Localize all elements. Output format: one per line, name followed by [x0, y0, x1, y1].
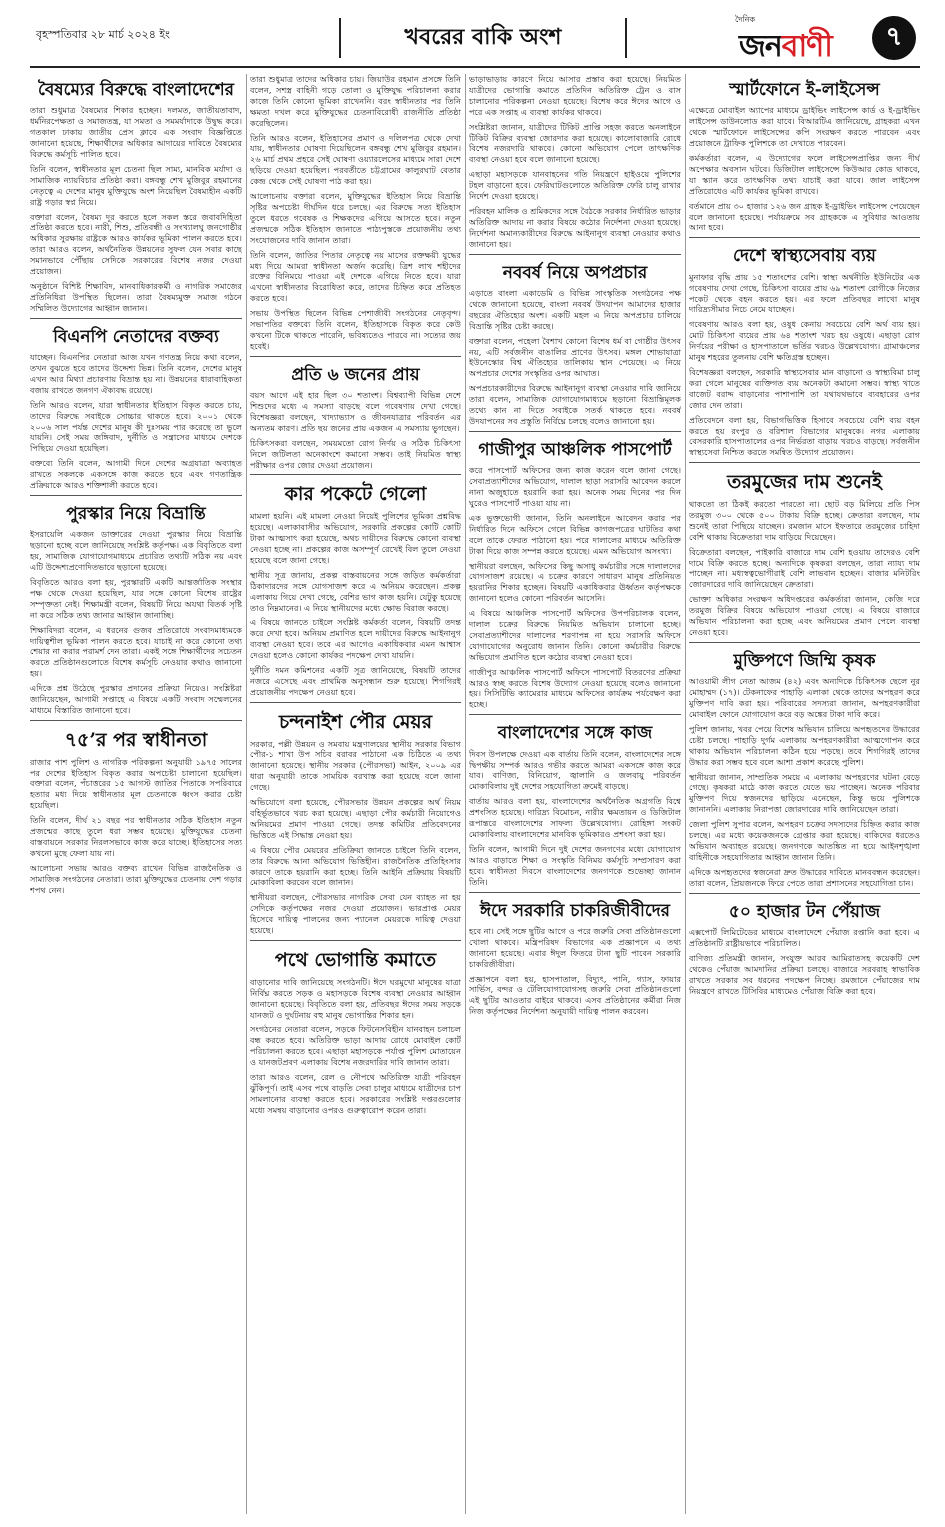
- logo-word-part2: বাণী: [781, 29, 832, 64]
- article-paragraph: অভিযোগে বলা হয়েছে, পৌরসভার উন্নয়ন প্রকল্পের অর্থ নিয়ম বহির্ভূতভাবে খরচ করা হয়েছে। এছাড়া পৌর কর্মচারী নিয়োগেও অনিয়মের প্রমাণ পাওয়া গেছে। তদন্ত কমিটির প্রতিবেদনের ভিত্তিতে এই সিদ্ধান্ত নেওয়া হয়।: [250, 797, 461, 840]
- article: [689, 893, 920, 997]
- article: [469, 74, 681, 250]
- section-title: খবরের বাকি অংশ: [339, 18, 627, 58]
- article-headline: বিএনপি নেতাদের বক্তব্য: [53, 326, 219, 347]
- article-paragraph: এক্ষেত্রে মোবাইল অ্যাপের মাধ্যমে ড্রাইভিং লাইসেন্স কার্ড ও ই-ড্রাইভিং লাইসেন্স ডাউনলোড করা যাবে। বিআরটিএ জানিয়েছে, গ্রাহকরা এখন থেকে স্মার্টফোনে লাইসেন্সের কপি সংরক্ষণ করতে পারবেন এবং প্রয়োজনে ট্রাফিক পুলিশকে তা দেখাতে পারবেন।: [689, 105, 920, 149]
- article-paragraph: তারা আরও বলেন, রেল ও নৌপথে অতিরিক্ত যাত্রী পরিবহন ঝুঁকিপূর্ণ। তাই এসব পথে বাড়তি সেবা চালুর মাধ্যমে যাত্রীদের চাপ সামলানোর ব্যবস্থা করতে হবে। সরকারের সংশ্লিষ্ট দপ্তরগুলোর মধ্যে সমন্বয় বাড়ানোর ওপরও গুরুত্বারোপ করেন তারা।: [250, 1072, 461, 1115]
- article-paragraph: এক ভুক্তভোগী জানান, তিনি অনলাইনে আবেদন করার পর নির্ধারিত দিনে অফিসে গেলে বিভিন্ন কাগজপত্রের ঘাটতির কথা বলে তাকে ফেরত পাঠানো হয়। পরে দালালের মাধ্যমে অতিরিক্ত টাকা দিয়ে কাজ সম্পন্ন করতে হয়েছে। এমন অভিযোগ অসংখ্য।: [469, 512, 681, 556]
- article-headline: তরমুজের দাম শুনেই: [727, 471, 882, 494]
- article-paragraph: তারা শুধুমাত্র তাদের অধিকার চায়। জিয়াউর রহমান প্রসঙ্গে তিনি বলেন, সশস্ত্র বাহিনী গড়ে তোলা ও মুক্তিযুদ্ধ পরিচালনা করার কাজে তিনি কোনো ভূমিকা রাখেননি। বরং স্বাধীনতার পর তিনি ক্ষমতা দখল করে মুক্তিযুদ্ধের চেতনাবিরোধী রাজনীতি প্রতিষ্ঠা করেছিলেন।: [250, 74, 461, 128]
- article-headline: বৈষম্যের বিরুদ্ধে বাংলাদেশের: [37, 80, 235, 100]
- article-separator: [250, 356, 461, 357]
- masthead: [0, 0, 945, 70]
- article-paragraph: বিক্রেতারা বলছেন, পাইকারি বাজারে দাম বেশি হওয়ায় তাদেরও বেশি দামে বিক্রি করতে হচ্ছে। অন্যদিকে কৃষকরা বলছেন, তারা ন্যায্য দাম পাচ্ছেন না। মধ্যস্বত্বভোগীরাই বেশি লাভবান হচ্ছেন। বাজার মনিটরিং জোরদারের দাবি জানিয়েছেন ক্রেতারা।: [689, 546, 920, 590]
- article-paragraph: দিবস উপলক্ষে দেওয়া এক বার্তায় তিনি বলেন, বাংলাদেশের সঙ্গে দ্বিপক্ষীয় সম্পর্ক আরও গভীর করতে আমরা একসঙ্গে কাজ করে যাব। বাণিজ্য, বিনিয়োগ, জ্বালানি ও জলবায়ু পরিবর্তন মোকাবিলায় দুই দেশের সহযোগিতা ক্রমেই বাড়ছে।: [469, 748, 681, 792]
- article: [250, 74, 461, 352]
- article-headline: কার পকেটে গেলো: [284, 483, 427, 506]
- article-paragraph: আলোচনায় বক্তারা বলেন, মুক্তিযুদ্ধের ইতিহাস নিয়ে বিভ্রান্তি সৃষ্টির অপচেষ্টা দীর্ঘদিন ধরে চলছে। এর বিরুদ্ধে সত্য ইতিহাস তুলে ধরতে গবেষক ও শিক্ষকদের এগিয়ে আসতে হবে। নতুন প্রজন্মকে সঠিক ইতিহাস জানাতে পাঠ্যপুস্তকে প্রয়োজনীয় তথ্য সংযোজনের দাবি জানান তারা।: [250, 191, 461, 245]
- article-paragraph: আলোচনা সভায় আরও বক্তব্য রাখেন বিভিন্ন রাজনৈতিক ও সামাজিক সংগঠনের নেতারা। তারা মুক্তিযুদ্ধের চেতনায় দেশ গড়ার শপথ নেন।: [30, 862, 242, 895]
- article-headline: ৫০ হাজার টন পেঁয়াজ: [728, 901, 881, 922]
- article: [250, 702, 461, 936]
- article-headline: ৭৫’র পর স্বাধীনতা: [64, 728, 208, 751]
- logo-word-part1: জন: [739, 29, 782, 64]
- article: [689, 642, 920, 889]
- article: [250, 940, 461, 1116]
- article: [30, 495, 242, 716]
- article-paragraph: এদিকে অপহৃতদের স্বজনেরা দ্রুত উদ্ধারের দাবিতে মানববন্ধন করেছেন। তারা বলেন, প্রিয়জনকে ফিরে পেতে তারা প্রশাসনের সহযোগিতা চান।: [689, 866, 920, 888]
- article-paragraph: দুর্নীতি দমন কমিশনের একটি সূত্র জানিয়েছে, বিষয়টি তাদের নজরে এসেছে এবং প্রাথমিক অনুসন্ধান শুরু হয়েছে। শিগগিরই প্রয়োজনীয় পদক্ষেপ নেওয়া হবে।: [250, 665, 461, 697]
- article-paragraph: রাজার পাশ পুলিশ ও নাগরিক পরিকল্পনা অনুযায়ী ১৯৭৫ সালের পর দেশের ইতিহাস বিকৃত করার অপচেষ্টা চালানো হয়েছিল। বক্তারা বলেন, পঁচাত্তরের ১৫ আগস্ট জাতির পিতাকে সপরিবারে হত্যার মধ্য দিয়ে স্বাধীনতার মূল চেতনাকে ধ্বংস করার চেষ্টা হয়েছিল।: [30, 756, 242, 811]
- column-3: [469, 74, 681, 1514]
- article-separator: [250, 474, 461, 475]
- article-paragraph: তারা শুধুমাত্র বৈষম্যের শিকার হচ্ছেন। দলমত, জাতীয়তাবাদ, ধর্মনিরপেক্ষতা ও সমাজতন্ত্র, যা সমতা ও সমমর্যাদাকে উদ্বুদ্ধ করে। গতকাল ঢাকায় জাতীয় প্রেস ক্লাবে এক সংবাদ বিজ্ঞপ্তিতে জানানো হয়েছে, শিক্ষার্থীদের অধিকার আদায়ের দাবিতে বৈষম্যের বিরুদ্ধে কর্মসূচি পালিত হবে।: [30, 105, 242, 160]
- article-separator: [689, 237, 920, 238]
- article-paragraph: করে পাসপোর্ট অফিসের জন্য কাজ করেন বলে জানা গেছে। সেবাপ্রত্যাশীদের অভিযোগ, দালাল ছাড়া সরাসরি আবেদন করলে নানা অজুহাতে হয়রানি করা হয়। অনেক সময় দিনের পর দিন ঘুরেও পাসপোর্ট পাওয়া যায় না।: [469, 465, 681, 508]
- article-paragraph: স্থানীয়রা বলছেন, অফিসের কিছু অসাধু কর্মচারীর সঙ্গে দালালদের যোগসাজশ রয়েছে। এ চক্রের কারণে সাধারণ মানুষ প্রতিনিয়ত হয়রানির শিকার হচ্ছেন। বিষয়টি একাধিকবার ঊর্ধ্বতন কর্তৃপক্ষকে জানানো হলেও কোনো পরিবর্তন আসেনি।: [469, 560, 681, 604]
- newspaper-logo: [735, 12, 885, 62]
- article-paragraph: সংগঠনের নেতারা বলেন, সড়কে ফিটনেসবিহীন যানবাহন চলাচল বন্ধ করতে হবে। অতিরিক্ত ভাড়া আদায় রোধে মোবাইল কোর্ট পরিচালনা করতে হবে। এছাড়া মহাসড়কে পর্যাপ্ত পুলিশ মোতায়েন ও যানজটপ্রবণ এলাকায় বিশেষ নজরদারির দাবি জানান তারা।: [250, 1024, 461, 1068]
- page-number-badge: ৭: [872, 16, 916, 60]
- article-headline: গাজীপুর আঞ্চলিক পাসপোর্ট: [478, 439, 672, 460]
- article: [30, 318, 242, 491]
- article: [689, 237, 920, 458]
- article-headline: পথে ভোগান্তি কমাতে: [274, 948, 437, 971]
- article: [689, 462, 920, 638]
- article-paragraph: বক্তব্যে তিনি বলেন, আগামী দিনে দেশের অগ্রযাত্রা অব্যাহত রাখতে সকলকে একসঙ্গে কাজ করতে হবে এবং গণতান্ত্রিক প্রক্রিয়াকে আরও শক্তিশালী করতে হবে।: [30, 458, 242, 491]
- article: [689, 74, 920, 233]
- article-paragraph: সভায় উপস্থিত ছিলেন বিভিন্ন পেশাজীবী সংগঠনের নেতৃবৃন্দ। সভাপতির বক্তব্যে তিনি বলেন, ইতিহাসকে বিকৃত করে কেউ কখনো টিকে থাকতে পারেনি, ভবিষ্যতেও পারবে না। সত্যের জয় হবেই।: [250, 308, 461, 351]
- article-paragraph: থাকতো তা ঠিকই করতো পারতো না। ছোট বড় মিলিয়ে প্রতি পিস তরমুজ ৩০০ থেকে ৫০০ টাকায় বিক্রি হচ্ছে। ক্রেতারা বলছেন, দাম শুনেই তারা পিছিয়ে যাচ্ছেন। রমজান মাসে ইফতারে তরমুজের চাহিদা বেশি থাকায় বিক্রেতারা দাম বাড়িয়ে দিয়েছেন।: [689, 499, 920, 542]
- article-paragraph: এড়াতে বাংলা একাডেমি ও বিভিন্ন সাংস্কৃতিক সংগঠনের পক্ষ থেকে জানানো হয়েছে, বাংলা নববর্ষ উদযাপন আমাদের হাজার বছরের ঐতিহ্যের অংশ। একটি মহল এ নিয়ে অপপ্রচার চালিয়ে বিভ্রান্তি সৃষ্টির চেষ্টা করছে।: [469, 287, 681, 331]
- column-2: [250, 74, 461, 1514]
- article-paragraph: এ বিষয়ে পৌর মেয়রের প্রতিক্রিয়া জানতে চাইলে তিনি বলেন, তার বিরুদ্ধে আনা অভিযোগ ভিত্তিহীন। রাজনৈতিক প্রতিহিংসার কারণে তাকে হয়রানি করা হচ্ছে। তিনি আইনি প্রক্রিয়ায় বিষয়টি মোকাবিলা করবেন বলে জানান।: [250, 844, 461, 888]
- article-paragraph: বিশেষজ্ঞরা বলছেন, সরকারি স্বাস্থ্যসেবার মান বাড়ানো ও স্বাস্থ্যবিমা চালু করা গেলে মানুষের ব্যক্তিগত ব্যয় অনেকটা কমানো সম্ভব। স্বাস্থ্য খাতে বাজেট বরাদ্দ বাড়ানোর পাশাপাশি তা যথাযথভাবে ব্যবহারের ওপর জোর দেন তারা।: [689, 367, 920, 410]
- article-paragraph: এ বিষয়ে আঞ্চলিক পাসপোর্ট অফিসের উপপরিচালক বলেন, দালাল চক্রের বিরুদ্ধে নিয়মিত অভিযান চালানো হচ্ছে। সেবাপ্রত্যাশীদের দালালের শরণাপন্ন না হয়ে সরাসরি অফিসে যোগাযোগের অনুরোধ জানান তিনি। কোনো কর্মচারীর বিরুদ্ধে অভিযোগ প্রমাণিত হলে কঠোর ব্যবস্থা নেওয়া হবে।: [469, 608, 681, 662]
- column-divider: [685, 74, 686, 1514]
- article-paragraph: সরকার, পল্লী উন্নয়ন ও সমবায় মন্ত্রণালয়ের স্থানীয় সরকার বিভাগ পৌর-১ শাখা উপ সচিব বরাবর পাঠানো এক চিঠিতে এ তথ্য জানানো হয়েছে। স্থানীয় সরকার (পৌরসভা) আইন, ২০০৯ এর ধারা অনুযায়ী তাকে সাময়িক বরখাস্ত করা হয়েছে বলে জানা গেছে।: [250, 738, 461, 793]
- article-headline: নববর্ষ নিয়ে অপপ্রচার: [502, 262, 648, 283]
- article-headline: প্রতি ৬ জনের প্রায়: [291, 364, 420, 385]
- article-paragraph: সংশ্লিষ্টরা জানান, যাত্রীদের টিকিট প্রাপ্তি সহজ করতে অনলাইনে টিকিট বিক্রির ব্যবস্থা জোরদার করা হয়েছে। কালোবাজারি রোধে বিশেষ নজরদারি থাকবে। কোনো অভিযোগ পেলে তাৎক্ষণিক ব্যবস্থা নেওয়া হবে বলে জানানো হয়েছে।: [469, 121, 681, 165]
- article: [250, 474, 461, 697]
- article-paragraph: অনুষ্ঠানে বিশিষ্ট শিক্ষাবিদ, মানবাধিকারকর্মী ও নাগরিক সমাজের প্রতিনিধিরা উপস্থিত ছিলেন। তারা বৈষম্যমুক্ত সমাজ গঠনে সম্মিলিত উদ্যোগের আহ্বান জানান।: [30, 280, 242, 313]
- article-paragraph: ভোক্তা অধিকার সংরক্ষণ অধিদপ্তরের কর্মকর্তারা জানান, কেজি দরে তরমুজ বিক্রির বিষয়ে অভিযোগ পাওয়া গেছে। এ বিষয়ে বাজারে অভিযান পরিচালনা করা হচ্ছে এবং অনিয়মের প্রমাণ পেলে ব্যবস্থা নেওয়া হবে।: [689, 594, 920, 638]
- article-headline: ঈদে সরকারি চাকরিজীবীদের: [479, 900, 671, 921]
- article-paragraph: বার্তায় আরও বলা হয়, বাংলাদেশের অর্থনৈতিক অগ্রগতি বিশ্বে প্রশংসিত হয়েছে। দারিদ্র্য বিমোচন, নারীর ক্ষমতায়ন ও ডিজিটাল রূপান্তরে বাংলাদেশের সাফল্য উল্লেখযোগ্য। রোহিঙ্গা সংকট মোকাবিলায় বাংলাদেশের মানবিক ভূমিকারও প্রশংসা করা হয়।: [469, 796, 681, 840]
- article-separator: [689, 642, 920, 643]
- article-separator: [469, 892, 681, 893]
- article-separator: [30, 318, 242, 319]
- article-paragraph: তিনি আরও বলেন, যারা স্বাধীনতার ইতিহাস বিকৃত করতে চায়, তাদের বিরুদ্ধে সবাইকে সোচ্চার থাকতে হবে। ২০০১ থেকে ২০০৬ সাল পর্যন্ত দেশের মানুষ কী দুঃসময় পার করেছে তা ভুলে যায়নি। সেই সময় জঙ্গিবাদ, দুর্নীতি ও সন্ত্রাসের মাধ্যমে দেশকে পিছিয়ে দেওয়া হয়েছিল।: [30, 399, 242, 454]
- article-separator: [250, 940, 461, 941]
- logo-prefix: দৈনিক: [735, 15, 756, 24]
- article-separator: [689, 893, 920, 894]
- article: [469, 254, 681, 427]
- article-paragraph: বক্তারা বলেন, পহেলা বৈশাখ কোনো বিশেষ ধর্ম বা গোষ্ঠীর উৎসব নয়, এটি সর্বজনীন বাঙালির প্রাণের উৎসব। মঙ্গল শোভাযাত্রা ইউনেস্কোর বিশ্ব ঐতিহ্যের তালিকায় স্থান পেয়েছে। এ নিয়ে অপপ্রচার দেশের সংস্কৃতির ওপর আঘাত।: [469, 335, 681, 379]
- issue-date: বৃহস্পতিবার ২৮ মার্চ ২০২৪ ইং: [36, 28, 170, 41]
- article-headline: স্মার্টফোনে ই-লাইসেন্স: [729, 80, 880, 100]
- article-paragraph: গাজীপুর আঞ্চলিক পাসপোর্ট অফিসে পাসপোর্ট বিতরণের প্রক্রিয়া আরও স্বচ্ছ করতে বিশেষ উদ্যোগ নেওয়া হয়েছে বলেও জানানো হয়। সিসিটিভি ক্যামেরার মাধ্যমে অফিসের কার্যক্রম পর্যবেক্ষণ করা হচ্ছে।: [469, 666, 681, 710]
- article-paragraph: তিনি বলেন, জাতির পিতার নেতৃত্বে নয় মাসের রক্তক্ষয়ী যুদ্ধের মধ্য দিয়ে আমরা স্বাধীনতা অর্জন করেছি। ত্রিশ লাখ শহীদের রক্তের বিনিময়ে পাওয়া এই দেশকে এগিয়ে নিতে হবে। যারা এখনো স্বাধীনতার বিরোধিতা করে, তাদের চিহ্নিত করে প্রতিহত করতে হবে।: [250, 249, 461, 304]
- article-paragraph: তিনি বলেন, স্বাধীনতার মূল চেতনা ছিল সাম্য, মানবিক মর্যাদা ও সামাজিক ন্যায়বিচার প্রতিষ্ঠা করা। বঙ্গবন্ধু শেখ মুজিবুর রহমানের নেতৃত্বে এ দেশের মানুষ মুক্তিযুদ্ধে অংশ নিয়েছিল বৈষম্যহীন একটি রাষ্ট্র গড়ার স্বপ্ন নিয়ে।: [30, 163, 242, 207]
- article-separator: [469, 431, 681, 432]
- column-1: [30, 74, 242, 1514]
- article: [469, 892, 681, 1018]
- article-paragraph: পরিবহন মালিক ও শ্রমিকদের সঙ্গে বৈঠকে সরকার নির্ধারিত ভাড়ার অতিরিক্ত আদায় না করার বিষয়ে কঠোর নির্দেশনা দেওয়া হয়েছে। নির্দেশনা অমান্যকারীদের বিরুদ্ধে আইনানুগ ব্যবস্থা নেওয়ার কথাও জানানো হয়।: [469, 205, 681, 249]
- article: [30, 720, 242, 896]
- article-paragraph: বয়স আগে এই হার ছিল ৩০ শতাংশ। বিশ্বব্যাপী বিভিন্ন দেশে শিশুদের মধ্যে এ সমস্যা বাড়ছে বলে গবেষণায় দেখা গেছে। বিশেষজ্ঞরা বলছেন, খাদ্যাভ্যাস ও জীবনযাত্রার পরিবর্তন এর অন্যতম কারণ। প্রতি ছয় জনের প্রায় একজন এ সমস্যায় ভুগছেন।: [250, 390, 461, 433]
- article-headline: পুরস্কার নিয়ে বিভ্রান্তি: [66, 503, 206, 524]
- masthead-rule: [30, 66, 920, 68]
- article-headline: বাংলাদেশের সঙ্গে কাজ: [497, 723, 653, 744]
- article-paragraph: কর্মকর্তারা বলেন, এ উদ্যোগের ফলে লাইসেন্সপ্রাপ্তির জন্য দীর্ঘ অপেক্ষার অবসান ঘটবে। ডিজিটাল লাইসেন্সে কিউআর কোড থাকবে, যা স্ক্যান করে তাৎক্ষণিক তথ্য যাচাই করা যাবে। জাল লাইসেন্স প্রতিরোধেও এটি কার্যকর ভূমিকা রাখবে।: [689, 153, 920, 196]
- article-separator: [469, 714, 681, 715]
- article-paragraph: যাচ্ছেন। বিএনপির নেতারা আজ যখন গণতন্ত্র নিয়ে কথা বলেন, তখন বুঝতে হবে তাদের উদ্দেশ্য ভিন্ন। তিনি বলেন, দেশের মানুষ এখন আর মিথ্যা প্রচারণায় বিভ্রান্ত হয় না। উন্নয়নের ধারাবাহিকতা বজায় রাখতে জনগণ ঐক্যবদ্ধ রয়েছে।: [30, 352, 242, 395]
- article-separator: [469, 254, 681, 255]
- article-paragraph: মামলা হয়নি। এই মামলা নেওয়া নিয়েই পুলিশের ভূমিকা প্রশ্নবিদ্ধ হয়েছে। এলাকাবাসীর অভিযোগ, সরকারি প্রকল্পের কোটি কোটি টাকা আত্মসাৎ করা হয়েছে, অথচ দায়ীদের বিরুদ্ধে কোনো ব্যবস্থা নেওয়া হচ্ছে না। প্রকল্পের কাজ অসম্পূর্ণ রেখেই বিল তুলে নেওয়া হয়েছে বলে জানা গেছে।: [250, 511, 461, 565]
- article-paragraph: গবেষণায় আরও বলা হয়, ওষুধ কেনায় সবচেয়ে বেশি অর্থ ব্যয় হয়। মোট চিকিৎসা ব্যয়ের প্রায় ৬৪ শতাংশ খরচ হয় ওষুধে। এছাড়া রোগ নির্ণয়ের পরীক্ষা ও হাসপাতালে ভর্তির খরচও উল্লেখযোগ্য। গ্রামাঞ্চলের মানুষ শহরের তুলনায় বেশি ক্ষতিগ্রস্ত হচ্ছেন।: [689, 319, 920, 363]
- article-paragraph: স্থানীয় সূত্র জানায়, প্রকল্প বাস্তবায়নের সঙ্গে জড়িত কর্মকর্তারা ঠিকাদারদের সঙ্গে যোগসাজশ করে এ অনিয়ম করেছেন। প্রকল্প এলাকায় গিয়ে দেখা গেছে, বেশির ভাগ কাজ হয়নি। যেটুকু হয়েছে তাও নিম্নমানের। এ নিয়ে স্থানীয়দের মধ্যে ক্ষোভ বিরাজ করছে।: [250, 569, 461, 613]
- article-paragraph: প্রজ্ঞাপনে বলা হয়, হাসপাতাল, বিদ্যুৎ, পানি, গ্যাস, ফায়ার সার্ভিস, বন্দর ও টেলিযোগাযোগসহ জরুরি সেবা প্রতিষ্ঠানগুলো এই ছুটির আওতার বাইরে থাকবে। এসব প্রতিষ্ঠানের কর্মীরা নিজ নিজ কর্তৃপক্ষের নির্দেশনা অনুযায়ী দায়িত্ব পালন করবেন।: [469, 973, 681, 1017]
- article-paragraph: বিবৃতিতে আরও বলা হয়, পুরস্কারটি একটি আন্তর্জাতিক সংস্থার পক্ষ থেকে দেওয়া হয়েছিল, যার সঙ্গে কোনো বিশেষ রাষ্ট্রের সম্পৃক্ততা নেই। শিক্ষামন্ত্রী বলেন, বিষয়টি নিয়ে অযথা বিতর্ক সৃষ্টি না করে সঠিক তথ্য জানার আহ্বান জানাচ্ছি।: [30, 576, 242, 620]
- article-paragraph: এদিকে প্রশ্ন উঠেছে পুরস্কার প্রদানের প্রক্রিয়া নিয়েও। সংশ্লিষ্টরা জানিয়েছেন, আগামী সপ্তাহে এ বিষয়ে একটি সংবাদ সম্মেলনের মাধ্যমে বিস্তারিত জানানো হবে।: [30, 683, 242, 715]
- article: [469, 431, 681, 710]
- article-separator: [689, 462, 920, 463]
- article-paragraph: বাণিজ্য প্রতিমন্ত্রী জানান, সংযুক্ত আরব আমিরাতসহ কয়েকটি দেশ থেকেও পেঁয়াজ আমদানির প্রক্রিয়া চলছে। বাজারে সরবরাহ স্বাভাবিক রাখতে সরকার সব ধরনের পদক্ষেপ নিচ্ছে। রমজানে পেঁয়াজের দাম নিয়ন্ত্রণে রাখতে টিসিবির মাধ্যমেও পেঁয়াজ বিক্রি করা হবে।: [689, 952, 920, 996]
- article-paragraph: ইসরায়েলি একজন ডাক্তারের দেওয়া পুরস্কার নিয়ে বিভ্রান্তি ছড়ানো হচ্ছে বলে জানিয়েছে সংশ্লিষ্ট কর্তৃপক্ষ। এক বিবৃতিতে বলা হয়, সামাজিক যোগাযোগমাধ্যমে প্রচারিত তথ্যটি সঠিক নয় এবং এটি উদ্দেশ্যপ্রণোদিতভাবে ছড়ানো হয়েছে।: [30, 529, 242, 573]
- article-headline: দেশে স্বাস্থ্যসেবায় ব্যয়: [733, 246, 876, 267]
- article-paragraph: তিনি আরও বলেন, ইতিহাসের প্রমাণ ও দলিলপত্র থেকে দেখা যায়, স্বাধীনতার ঘোষণা দিয়েছিলেন বঙ্গবন্ধু শেখ মুজিবুর রহমান। ২৬ মার্চ প্রথম প্রহরে সেই ঘোষণা ওয়্যারলেসের মাধ্যমে সারা দেশে ছড়িয়ে দেওয়া হয়েছিল। পরবর্তীতে চট্টগ্রামের কালুরঘাট বেতার কেন্দ্র থেকে সেই ঘোষণা পাঠ করা হয়।: [250, 132, 461, 187]
- article-paragraph: এছাড়া মহাসড়কে যানবাহনের গতি নিয়ন্ত্রণে হাইওয়ে পুলিশের টহল বাড়ানো হবে। ফেরিঘাটগুলোতে অতিরিক্ত ফেরি চালু রাখার নির্দেশ দেওয়া হয়েছে।: [469, 169, 681, 202]
- article-paragraph: বর্তমানে প্রায় ৩০ হাজার ১২৬ জন গ্রাহক ই-ড্রাইভিং লাইসেন্স পেয়েছেন বলে জানানো হয়েছে। পর্যায়ক্রমে সব গ্রাহককে এ সুবিধার আওতায় আনা হবে।: [689, 200, 920, 233]
- article-headline: মুক্তিপণে জিম্মি কৃষক: [733, 650, 876, 671]
- article: [30, 74, 242, 314]
- article-paragraph: আওয়ামী লীগ নেতা আজম (৪২) এবং অন্যদিকে চিকিৎসক ছেলে নুর মোহাম্মদ (১৭)। টেকনাফের পাহাড়ি এলাকা থেকে তাদের অপহরণ করে মুক্তিপণ দাবি করা হয়। পরিবারের সদস্যরা জানান, অপহরণকারীরা মোবাইল ফোনে যোগাযোগ করে বড় অঙ্কের টাকা দাবি করে।: [689, 676, 920, 720]
- column-4: [689, 74, 920, 1514]
- article-paragraph: মুনাফার বৃদ্ধি প্রায় ১৫ শতাংশের বেশি। স্বাস্থ্য অর্থনীতি ইউনিটের এক গবেষণায় দেখা গেছে, চিকিৎসা ব্যয়ের প্রায় ৬৯ শতাংশ রোগীকে নিজের পকেট থেকে বহন করতে হয়। এর ফলে প্রতিবছর লাখো মানুষ দারিদ্র্যসীমার নিচে নেমে যাচ্ছেন।: [689, 271, 920, 315]
- article-paragraph: বক্তারা বলেন, বৈষম্য দূর করতে হলে সকল স্তরে জবাবদিহিতা প্রতিষ্ঠা করতে হবে। নারী, শিশু, প্রতিবন্ধী ও সংখ্যালঘু জনগোষ্ঠীর অধিকার সুরক্ষায় রাষ্ট্রকে আরও কার্যকর ভূমিকা পালন করতে হবে। তারা আরও বলেন, অর্থনৈতিক উন্নয়নের সুফল যেন সবার কাছে সমানভাবে পৌঁছায় সেদিকে সরকারের বিশেষ নজর দেওয়া প্রয়োজন।: [30, 211, 242, 277]
- article-paragraph: বাড়ানোর দাবি জানিয়েছে সংগঠনটি। ঈদে ঘরমুখো মানুষের যাত্রা নির্বিঘ্ন করতে সড়ক ও মহাসড়কে বিশেষ ব্যবস্থা নেওয়ার আহ্বান জানানো হয়েছে। বিবৃতিতে বলা হয়, প্রতিবছর ঈদের সময় সড়কে যানজট ও দুর্ঘটনায় বহু মানুষ ভোগান্তির শিকার হন।: [250, 976, 461, 1020]
- article: [250, 356, 461, 471]
- article: [469, 714, 681, 887]
- article-headline: চন্দনাইশ পৌর মেয়র: [278, 710, 433, 733]
- article-paragraph: তিনি বলেন, দীর্ঘ ২১ বছর পর স্বাধীনতার সঠিক ইতিহাস নতুন প্রজন্মের কাছে তুলে ধরা সম্ভব হয়েছে। মুক্তিযুদ্ধের চেতনা বাস্তবায়নে সরকার নিরলসভাবে কাজ করে যাচ্ছে। ইতিহাসের সত্য কখনো মুছে ফেলা যায় না।: [30, 815, 242, 858]
- article-paragraph: হবে না। সেই সঙ্গে ছুটির আগে ও পরে জরুরি সেবা প্রতিষ্ঠানগুলো খোলা থাকবে। মন্ত্রিপরিষদ বিভাগের এক প্রজ্ঞাপনে এ তথ্য জানানো হয়েছে। এবার ঈদুল ফিতরে টানা ছুটি পাবেন সরকারি চাকরিজীবীরা।: [469, 925, 681, 969]
- article-paragraph: অপপ্রচারকারীদের বিরুদ্ধে আইনানুগ ব্যবস্থা নেওয়ার দাবি জানিয়ে তারা বলেন, সামাজিক যোগাযোগমাধ্যমে ছড়ানো বিভ্রান্তিমূলক তথ্যে কান না দিতে সবাইকে সতর্ক থাকতে হবে। নববর্ষ উদযাপনের সব প্রস্তুতি নির্বিঘ্নে চলছে বলেও জানানো হয়।: [469, 383, 681, 426]
- article-paragraph: এ বিষয়ে জানতে চাইলে সংশ্লিষ্ট কর্মকর্তা বলেন, বিষয়টি তদন্ত করে দেখা হবে। অনিয়ম প্রমাণিত হলে দায়ীদের বিরুদ্ধে আইনানুগ ব্যবস্থা নেওয়া হবে। তবে এর আগেও একাধিকবার এমন আশ্বাস দেওয়া হলেও কোনো কার্যকর পদক্ষেপ দেখা যায়নি।: [250, 617, 461, 661]
- article-separator: [30, 495, 242, 496]
- column-divider: [246, 74, 247, 1514]
- article-paragraph: স্থানীয়রা বলছেন, পৌরসভার নাগরিক সেবা যেন ব্যাহত না হয় সেদিকে কর্তৃপক্ষের নজর দেওয়া প্রয়োজন। ভারপ্রাপ্ত মেয়র হিসেবে দায়িত্ব পালনের জন্য প্যানেল মেয়রকে দায়িত্ব দেওয়া হয়েছে।: [250, 892, 461, 936]
- article-paragraph: ভাড়াভাড়ায় কারণে নিয়ে আসার প্রস্তাব করা হয়েছে। নিয়মিত যাত্রীদের ভোগান্তি কমাতে প্রতিদিন অতিরিক্ত ট্রেন ও বাস চালানোর পরিকল্পনা নেওয়া হয়েছে। বিশেষ করে ঈদের আগে ও পরে এক সপ্তাহ এ ব্যবস্থা কার্যকর থাকবে।: [469, 74, 681, 117]
- article-paragraph: চিকিৎসকরা বলছেন, সময়মতো রোগ নির্ণয় ও সঠিক চিকিৎসা নিলে জটিলতা অনেকাংশে কমানো সম্ভব। তাই নিয়মিত স্বাস্থ্য পরীক্ষার ওপর জোর দেওয়া প্রয়োজন।: [250, 437, 461, 470]
- article-paragraph: তিনি বলেন, আগামী দিনে দুই দেশের জনগণের মধ্যে যোগাযোগ আরও বাড়াতে শিক্ষা ও সংস্কৃতি বিনিময় কর্মসূচি সম্প্রসারণ করা হবে। স্বাধীনতা দিবসে বাংলাদেশের জনগণকে শুভেচ্ছা জানান তিনি।: [469, 843, 681, 887]
- article-separator: [250, 702, 461, 703]
- article-paragraph: এক্সপোর্ট লিমিটেডের মাধ্যমে বাংলাদেশে পেঁয়াজ রপ্তানি করা হবে। এ প্রতিষ্ঠানটি রাষ্ট্রীয়ভাবে পরিচালিত।: [689, 927, 920, 948]
- article-paragraph: স্থানীয়রা জানান, সাম্প্রতিক সময়ে এ এলাকায় অপহরণের ঘটনা বেড়ে গেছে। কৃষকরা মাঠে কাজ করতে যেতে ভয় পাচ্ছেন। অনেক পরিবার মুক্তিপণ দিয়ে স্বজনদের ছাড়িয়ে এনেছেন, কিন্তু ভয়ে পুলিশকে জানাননি। এলাকায় নিরাপত্তা জোরদারের দাবি জানিয়েছেন তারা।: [689, 771, 920, 815]
- column-divider: [465, 74, 466, 1514]
- article-paragraph: জেলা পুলিশ সুপার বলেন, অপহরণ চক্রের সদস্যদের চিহ্নিত করার কাজ চলছে। এর মধ্যে কয়েকজনকে গ্রেপ্তার করা হয়েছে। বাকিদের ধরতেও অভিযান অব্যাহত রয়েছে। জনগণকে আতঙ্কিত না হয়ে আইনশৃঙ্খলা বাহিনীকে সহযোগিতার আহ্বান জানান তিনি।: [689, 819, 920, 862]
- article-paragraph: পুলিশ জানায়, খবর পেয়ে বিশেষ অভিযান চালিয়ে অপহৃতদের উদ্ধারের চেষ্টা চলছে। পাহাড়ি দুর্গম এলাকায় অপহরণকারীরা আত্মগোপন করে থাকায় অভিযান পরিচালনা কঠিন হয়ে পড়ছে। তবে শিগগিরই তাদের উদ্ধার করা সম্ভব হবে বলে আশা প্রকাশ করেছে পুলিশ।: [689, 723, 920, 767]
- article-separator: [30, 720, 242, 721]
- article-paragraph: শিক্ষাবিদরা বলেন, এ ধরনের গুজব প্রতিরোধে সংবাদমাধ্যমকে দায়িত্বশীল ভূমিকা পালন করতে হবে। যাচাই না করে কোনো তথ্য শেয়ার না করার পরামর্শ দেন তারা। একই সঙ্গে শিক্ষার্থীদের সচেতন করতে প্রতিষ্ঠানগুলোতে বিশেষ কর্মসূচি নেওয়ার কথাও জানানো হয়।: [30, 624, 242, 679]
- article-paragraph: প্রতিবেদনে বলা হয়, বিভাগভিত্তিক হিসাবে সবচেয়ে বেশি ব্যয় বহন করতে হয় রংপুর ও বরিশাল বিভাগের মানুষকে। নগর এলাকায় বেসরকারি হাসপাতালের ওপর নির্ভরতা বাড়ায় খরচও বাড়ছে। সর্বজনীন স্বাস্থ্যসেবা নিশ্চিত করতে সমন্বিত উদ্যোগ প্রয়োজন।: [689, 414, 920, 458]
